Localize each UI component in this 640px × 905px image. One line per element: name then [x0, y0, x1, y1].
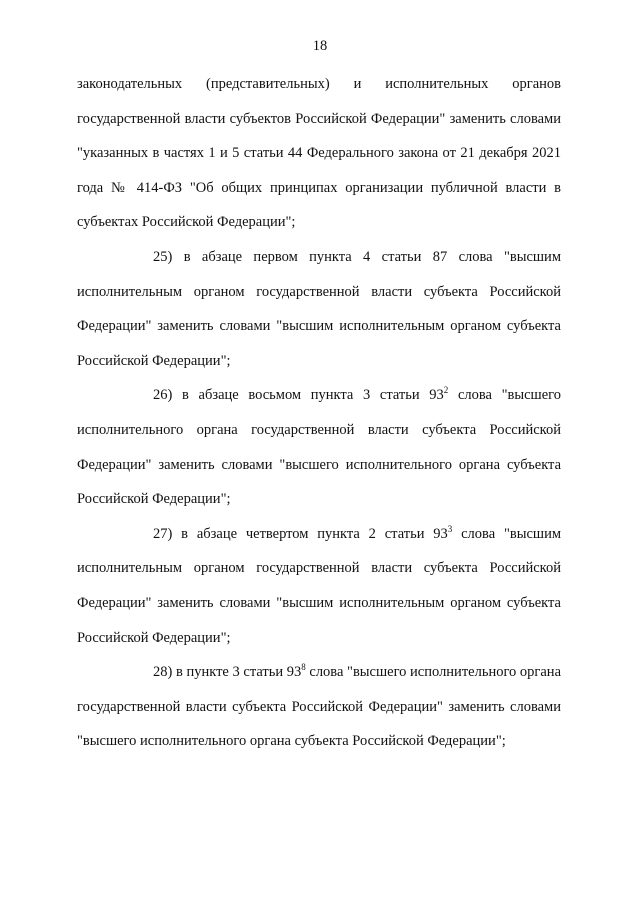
document-body	[77, 67, 561, 759]
superscript-28: 8	[301, 662, 306, 673]
item-text-28-after: слова "высшего исполнительного органа государственной власти субъекта Российской Федерации" заменить словами "высшего исполнительного органа субъекта Российской Федерации";	[77, 664, 562, 750]
superscript-27: 3	[447, 523, 453, 534]
item-text-25: в абзаце первом пункта 4 статьи 87 слова "высшим исполнительным органом государственной власти субъекта Российской Федерации" заменить словами "высшим исполнительным органом субъекта Российской Федерации";	[77, 248, 561, 369]
paragraph-item-27	[77, 517, 561, 655]
item-number-26: 26)	[153, 387, 173, 404]
item-text-27-before: в абзаце четвертом пункта 2 статьи 93	[181, 525, 448, 542]
superscript-26: 2	[443, 385, 449, 396]
item-number-27: 27)	[153, 525, 173, 542]
paragraph-item-28	[77, 655, 561, 759]
item-number-28: 28)	[153, 664, 173, 681]
item-text-27-after: слова "высшим исполнительным органом государственной власти субъекта Российской Федерации" заменить словами "высшим исполнительным органом субъекта Российской Федерации";	[77, 525, 561, 646]
item-text-26-after: слова "высшего исполнительного органа государственной власти субъекта Российской Федерации" заменить словами "высшего исполнительного органа субъекта Российской Федерации";	[77, 387, 561, 508]
item-number-25: 25)	[153, 248, 173, 265]
page-number: 18	[312, 38, 328, 54]
item-text-26-before: в абзаце восьмом пункта 3 статьи 93	[182, 387, 444, 404]
paragraph-item-26	[77, 378, 561, 516]
paragraph-item-25	[77, 240, 561, 378]
item-text-28-before: в пункте 3 статьи 93	[175, 664, 302, 681]
paragraph-continuation: законодательных (представительных) и исполнительных органов государственной власти субъектов Российской Федерации" заменить словами "указанных в частях 1 и 5 статьи 44 Федерального закона от 21 декабря 2021 года № 414-ФЗ "Об общих принципах организации публичной власти в субъектах Российской Федерации";	[77, 76, 561, 231]
